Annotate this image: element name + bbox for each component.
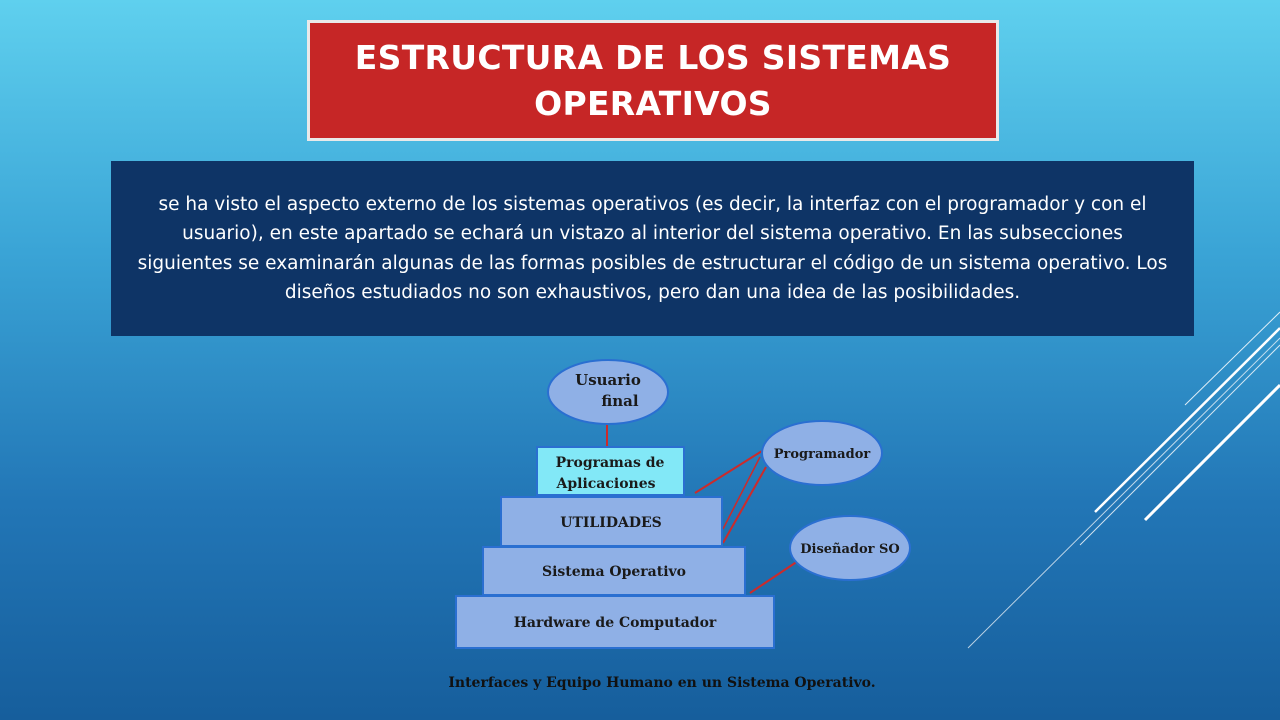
content-box	[111, 161, 1194, 336]
usuario-label-1: Usuario	[575, 371, 641, 389]
connector-disenador	[750, 561, 798, 593]
os-structure-diagram	[440, 355, 920, 700]
diagram-caption: Interfaces y Equipo Humano en un Sistema Operativo.	[448, 675, 876, 691]
connector-programador-util-2	[723, 457, 760, 529]
slide-title: ESTRUCTURA DE LOS SISTEMAS OPERATIVOS	[354, 37, 952, 123]
utilidades-label: UTILIDADES	[560, 515, 662, 531]
title-box	[307, 20, 999, 141]
connector-programador-util	[723, 467, 766, 543]
sistema-label: Sistema Operativo	[541, 564, 687, 580]
hardware-label: Hardware de Computador	[513, 615, 717, 631]
aplicaciones-label-1: Programas de	[555, 455, 665, 471]
aplicaciones-label-2: Aplicaciones	[556, 476, 656, 492]
slide-paragraph: se ha visto el aspecto externo de los sistemas operativos (es decir, la interfaz con el programador y con el usuario), en este apartado se echará un vistazo al interior del sistema operativo. En las subsecciones siguientes se examinarán algunas de las formas posibles de estructurar el código de un sistema operativo. Los diseños estudiados no son exhaustivos, pero dan una idea de las posibilidades.	[137, 193, 1168, 303]
programador-label: Programador	[773, 447, 871, 462]
disenador-label: Diseñador SO	[800, 542, 900, 557]
usuario-label-2: final	[601, 392, 639, 410]
